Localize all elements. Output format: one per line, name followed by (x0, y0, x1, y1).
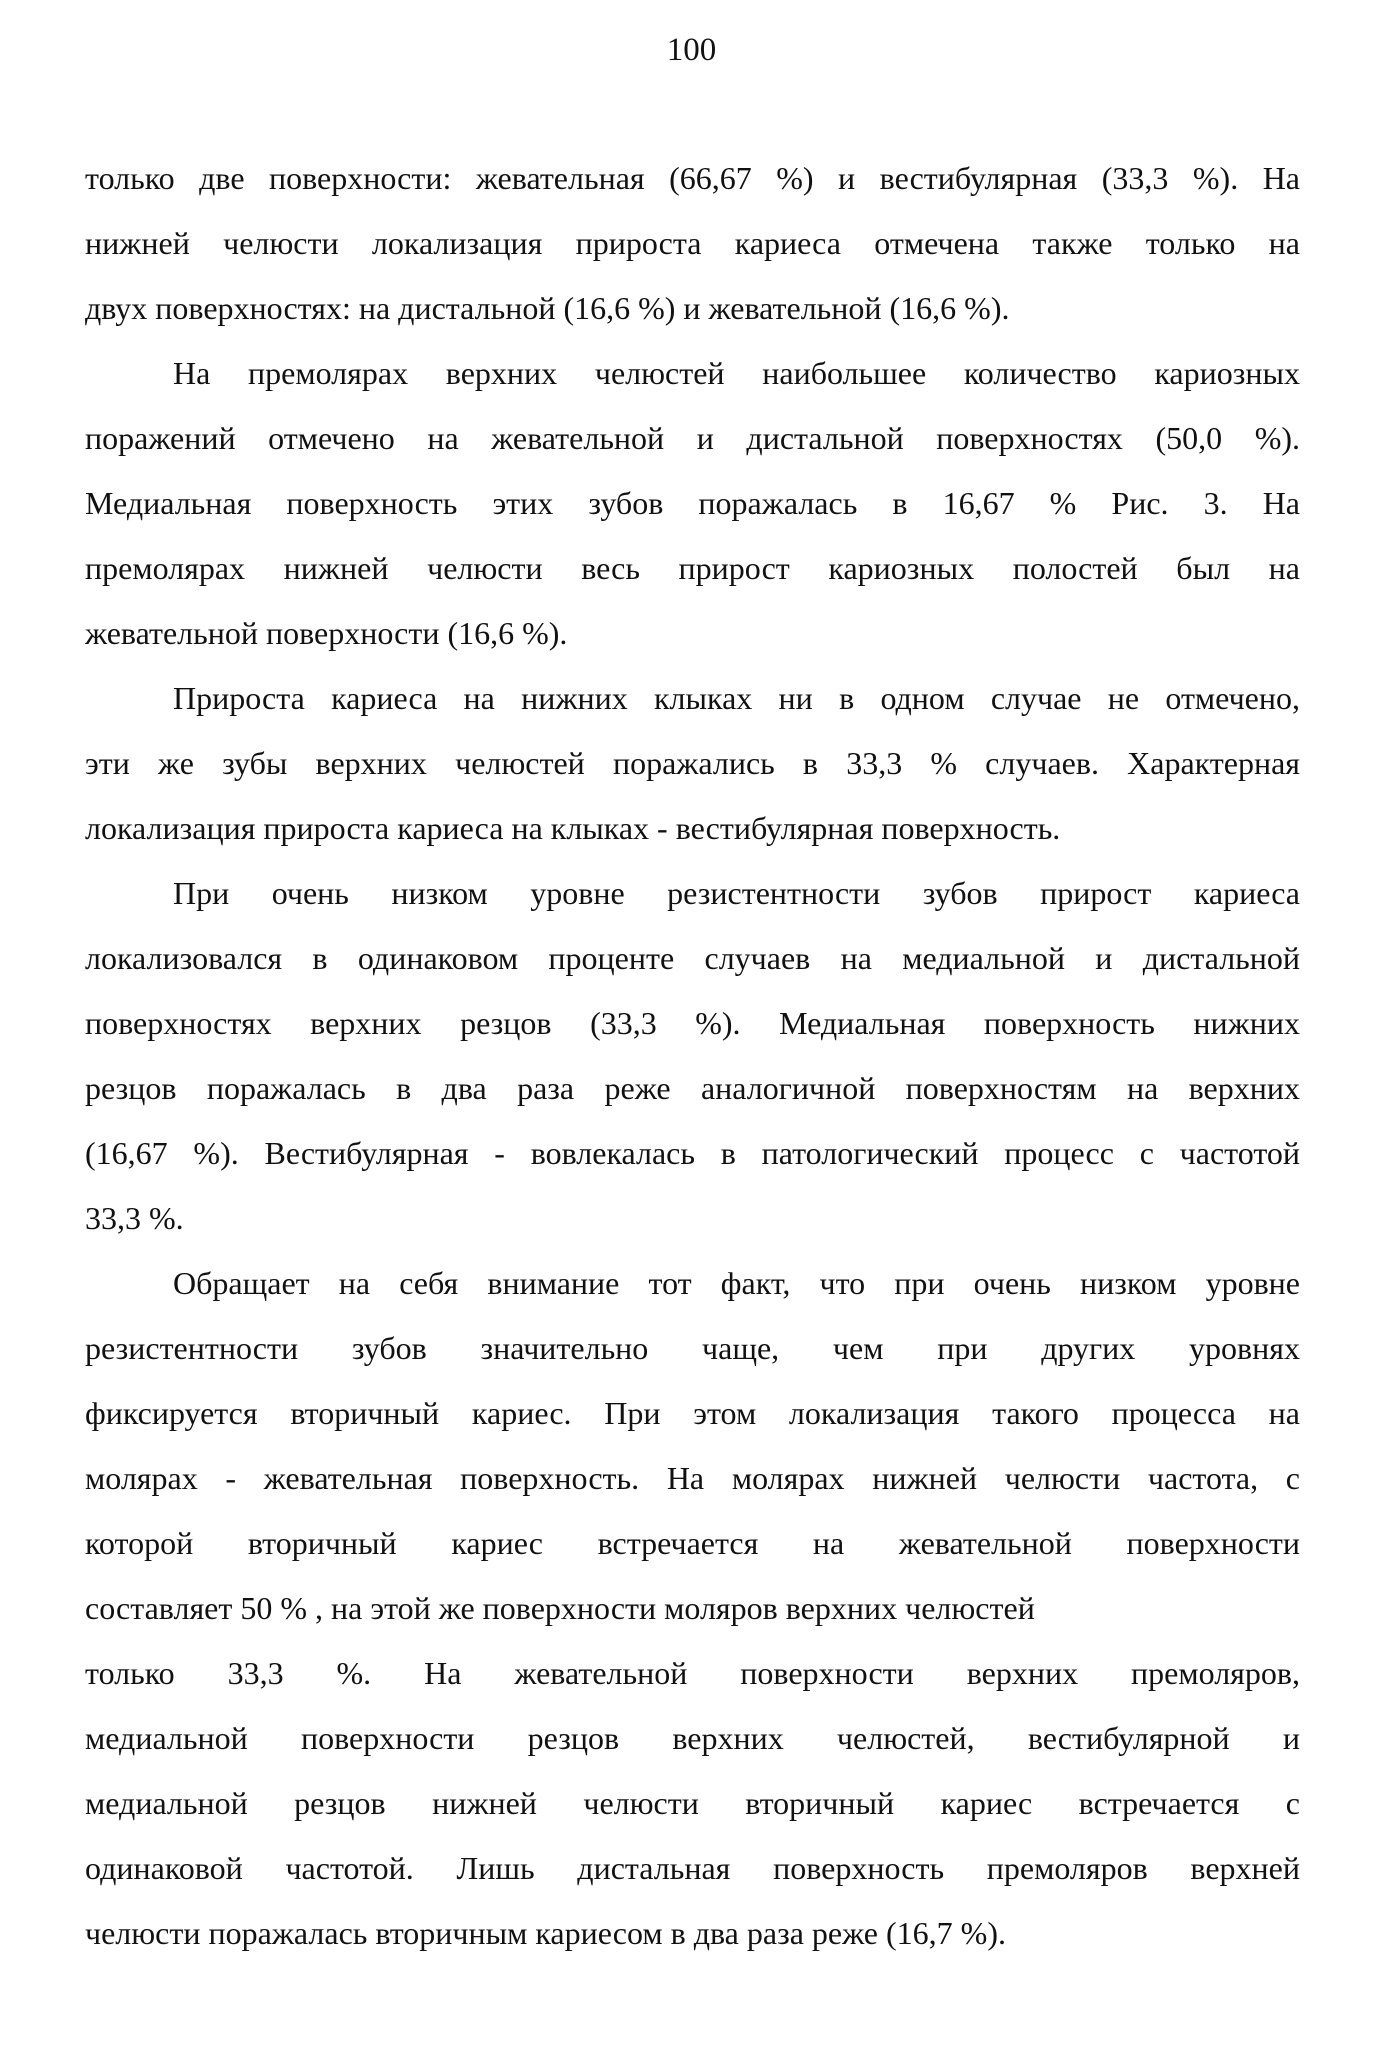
text-line: (16,67 %). Вестибулярная - вовлекалась в патологический процесс с частотой (85, 1135, 1300, 1171)
paragraph-3 (85, 666, 1300, 861)
text-line: молярах - жевательная поверхность. На молярах нижней челюсти частота, с (85, 1460, 1300, 1496)
text-line: поверхностях верхних резцов (33,3 %). Медиальная поверхность нижних (85, 1005, 1300, 1041)
text-line: Прироста кариеса на нижних клыках ни в одном случае не отмечено, (173, 680, 1300, 716)
text-line: резистентности зубов значительно чаще, чем при других уровнях (85, 1330, 1300, 1366)
text-line: медиальной поверхности резцов верхних челюстей, вестибулярной и (85, 1720, 1300, 1756)
text-line: На премолярах верхних челюстей наибольшее количество кариозных (173, 355, 1300, 391)
text-line: двух поверхностях: на дистальной (16,6 %) и жевательной (16,6 %). (85, 290, 1010, 326)
text-line: Обращает на себя внимание тот факт, что при очень низком уровне (173, 1265, 1300, 1301)
text-line: премолярах нижней челюсти весь прирост кариозных полостей был на (85, 550, 1300, 586)
text-line: челюсти поражалась вторичным кариесом в два раза реже (16,7 %). (85, 1915, 1006, 1951)
paragraph-5 (85, 1251, 1300, 1966)
text-line: нижней челюсти локализация прироста кариеса отмечена также только на (85, 225, 1300, 261)
text-line: только 33,3 %. На жевательной поверхности верхних премоляров, (85, 1655, 1300, 1691)
text-line: поражений отмечено на жевательной и дистальной поверхностях (50,0 %). (85, 420, 1300, 456)
page-number: 100 (666, 32, 717, 68)
text-line: эти же зубы верхних челюстей поражались в 33,3 % случаев. Характерная (85, 745, 1300, 781)
paragraph-2 (85, 341, 1300, 666)
text-line: 33,3 %. (85, 1200, 184, 1236)
text-line: резцов поражалась в два раза реже аналогичной поверхностям на верхних (85, 1070, 1300, 1106)
text-line: медиальной резцов нижней челюсти вторичный кариес встречается с (85, 1785, 1300, 1821)
text-line: составляет 50 % , на этой же поверхности моляров верхних челюстей (85, 1590, 1035, 1626)
text-line: Медиальная поверхность этих зубов поражалась в 16,67 % Рис. 3. На (85, 485, 1300, 521)
paragraph-1 (85, 146, 1300, 341)
text-line: которой вторичный кариес встречается на жевательной поверхности (85, 1525, 1300, 1561)
text-line: При очень низком уровне резистентности зубов прирост кариеса (173, 875, 1300, 911)
text-line: локализация прироста кариеса на клыках - вестибулярная поверхность. (85, 810, 1061, 846)
text-line: локализовался в одинаковом проценте случаев на медиальной и дистальной (85, 940, 1300, 976)
text-line: жевательной поверхности (16,6 %). (85, 615, 568, 651)
text-line: только две поверхности: жевательная (66,67 %) и вестибулярная (33,3 %). На (85, 160, 1300, 196)
paragraph-4 (85, 861, 1300, 1251)
text-line: фиксируется вторичный кариес. При этом локализация такого процесса на (85, 1395, 1300, 1431)
text-line: одинаковой частотой. Лишь дистальная поверхность премоляров верхней (85, 1850, 1300, 1886)
